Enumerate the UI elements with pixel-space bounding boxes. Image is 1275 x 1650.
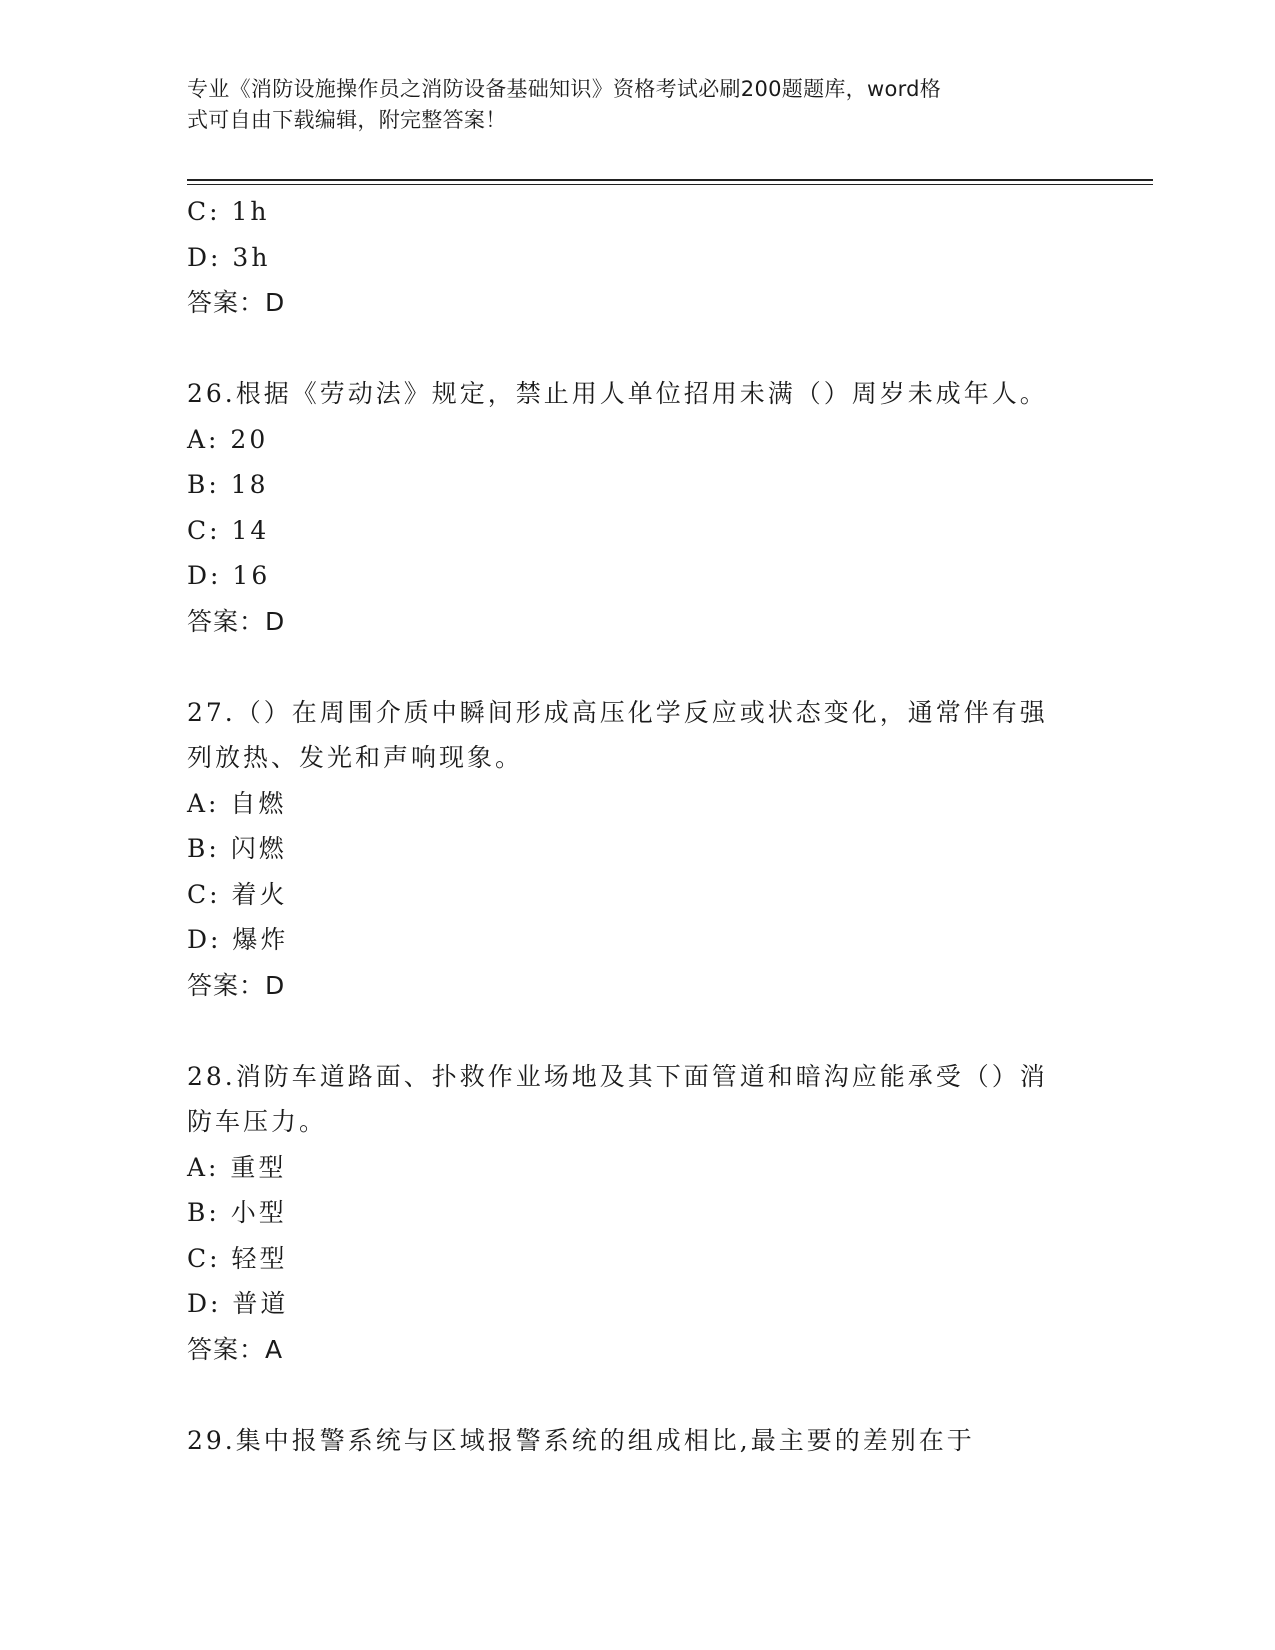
document-header [187,74,1067,136]
option-a: A: 重型 [187,1152,287,1182]
question-text: 29.集中报警系统与区域报警系统的组成相比,最主要的差别在于 [187,1425,975,1455]
header-rule-thin [187,184,1153,185]
answer-line: 答案：D [187,970,286,1000]
header-rule-thick [187,179,1153,181]
question-26 [187,371,1087,644]
question-29 [187,1418,1087,1464]
answer-line: 答案：D [187,606,286,636]
option-b: B: 小型 [187,1198,287,1227]
question-text-continued: 防车压力。 [187,1107,328,1136]
document-body [187,189,1087,1463]
option-c: C: 轻型 [187,1243,288,1273]
question-text: 26.根据《劳动法》规定，禁止用人单位招用未满（）周岁未成年人。 [187,379,1048,408]
option-c: C: 14 [187,515,270,545]
question-25-tail [187,189,1087,326]
header-line-1: 专业《消防设施操作员之消防设备基础知识》资格考试必刷200题题库，word格 [187,77,942,101]
question-text-continued: 列放热、发光和声响现象。 [187,743,524,772]
header-line-2: 式可自由下载编辑，附完整答案！ [187,108,507,132]
option-b: B: 18 [187,470,269,499]
option-a: A: 20 [187,424,269,454]
option-c: C: 1h [187,197,270,226]
question-text: 27.（）在周围介质中瞬间形成高压化学反应或状态变化，通常伴有强 [187,697,1048,727]
option-b: B: 闪燃 [187,834,287,863]
question-27 [187,690,1087,1009]
option-d: D: 16 [187,561,271,590]
question-text: 28.消防车道路面、扑救作业场地及其下面管道和暗沟应能承受（）消 [187,1061,1048,1091]
option-a: A: 自燃 [187,788,287,818]
option-c: C: 着火 [187,879,288,909]
answer-line: 答案：A [187,1334,284,1364]
option-d: D: 3h [187,242,271,272]
answer-line: 答案：D [187,288,286,317]
question-28 [187,1054,1087,1373]
option-d: D: 爆炸 [187,925,289,954]
option-d: D: 普道 [187,1289,289,1318]
